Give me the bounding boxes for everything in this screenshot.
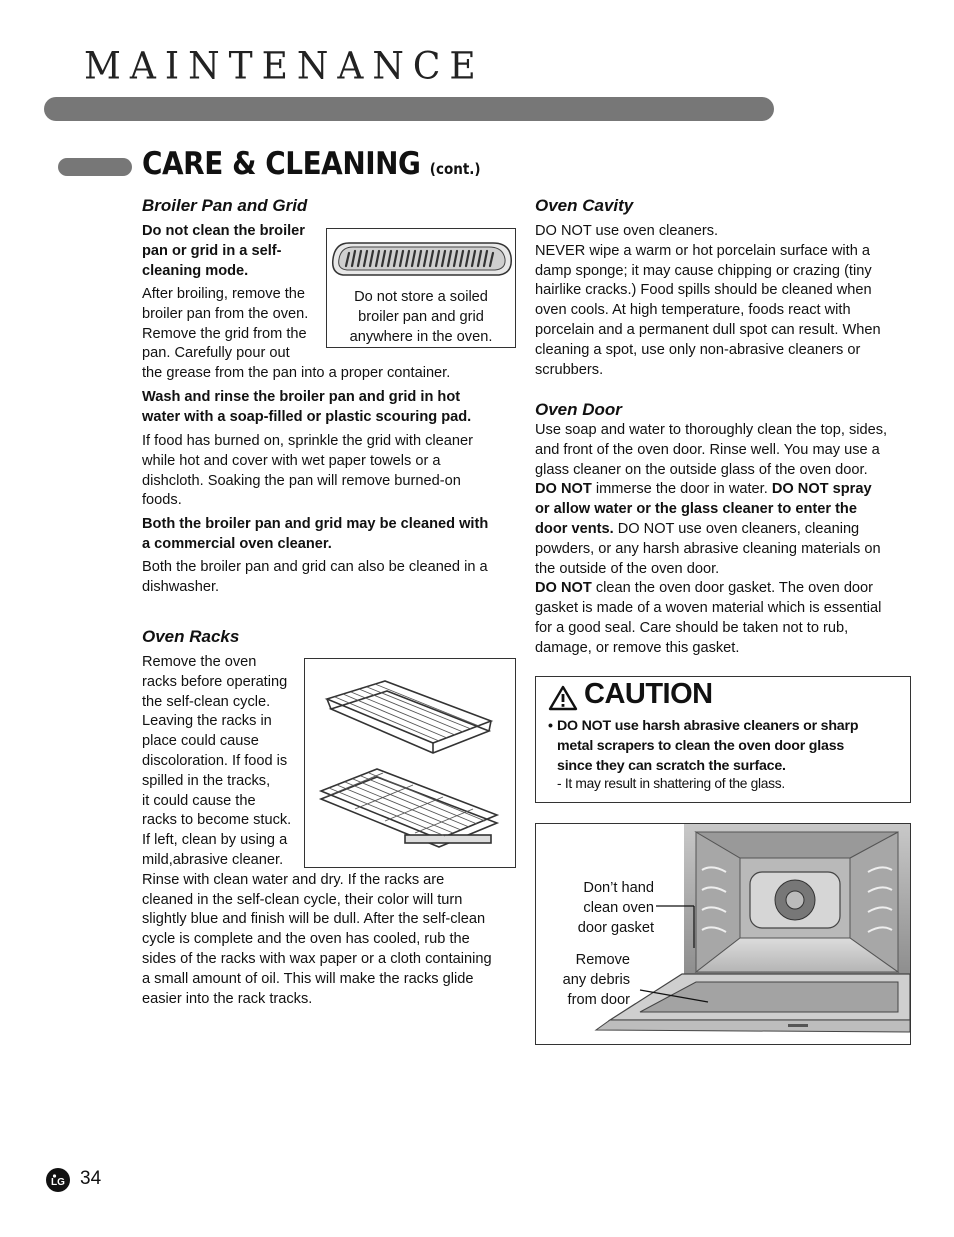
section-pill: [58, 158, 132, 176]
door-paragraph: Use soap and water to thoroughly clean the top, sides, and front of the oven door. Rinse well. You may use a glass cleaner on the outside glass of the oven door. DO NOT immerse the door in water. DO NOT spray or allow water or the glass cleaner to enter the door vents. DO NOT use oven cleaners, cleaning powders, or any harsh abrasive cleaning materials on the outside of the oven door. DO NOT clean the oven door gasket. The oven door gasket is made of a woven material which is essential for a good seal. Care should be taken not to rub, damage, or remove this gasket.: [535, 422, 888, 656]
broiler-heading: Broiler Pan and Grid: [142, 196, 308, 215]
section-title-text: CARE & CLEANING: [142, 146, 421, 182]
page-header-title: MAINTENANCE: [84, 44, 485, 89]
racks-heading: Oven Racks: [142, 627, 240, 646]
broiler-figure-caption: Do not store a soiled broiler pan and grid anywhere in the oven.: [349, 289, 493, 345]
lg-logo-icon: [45, 1167, 71, 1198]
section-title-suffix: (cont.): [429, 160, 481, 178]
caution-title: CAUTION: [584, 678, 713, 710]
broiler-grid-image: [327, 229, 515, 281]
broiler-bold-2: Wash and rinse the broiler pan and grid in hot water with a soap-filled or plastic scouring pad.: [142, 389, 472, 425]
header-bar: [44, 97, 774, 121]
racks-paragraph: Remove the oven racks before operating the self-clean cycle. Leaving the racks in place could cause discoloration. If food is spilled in the tracks, it could cause the racks to become stuck. If left, clean by using a mild,abrasive cleaner. Rinse with clean water and dry. If the racks are cleaned in the self-clean cycle, their color will turn slightly blue and finish will be dull. After the self-clean cycle is complete and the oven has cooled, rub the sides of the racks with wax paper or a cloth containing a small amount of oil. This will make the racks glide easier into the rack tracks.: [142, 654, 492, 1007]
broiler-figure: [326, 228, 516, 348]
caution-bullet-mark: •: [548, 718, 553, 734]
oven-racks-image: [305, 659, 515, 867]
page-number: 34: [80, 1168, 102, 1189]
cavity-heading: Oven Cavity: [535, 196, 634, 215]
door-heading: Oven Door: [535, 400, 622, 419]
broiler-bold-3: Both the broiler pan and grid may be cleaned with a commercial oven cleaner.: [142, 516, 489, 552]
caution-note: - It may result in shattering of the glass.: [557, 776, 785, 791]
debris-label: Remove any debris from door: [562, 952, 630, 1008]
warning-triangle-icon: [548, 685, 578, 716]
section-title: [142, 146, 481, 182]
gasket-label: Don’t hand clean oven door gasket: [577, 880, 654, 936]
broiler-para-2: If food has burned on, sprinkle the grid with cleaner while hot and cover with wet paper towels or a dishcloth. Soaking the pan will remove burned-on foods.: [142, 433, 473, 509]
broiler-para-3: Both the broiler pan and grid can also be cleaned in a dishwasher.: [142, 559, 488, 595]
oven-figure: [535, 823, 911, 1045]
cavity-paragraph: DO NOT use oven cleaners. NEVER wipe a warm or hot porcelain surface with a damp sponge; it may cause chipping or crazing (tiny hairlike cracks.) Food spills should be cleaned when oven cools. At high temperature, foods react with porcelain and a permanent dull spot can result. When cleaning a spot, use only non-abrasive cleaners or scrubbers.: [535, 223, 881, 378]
caution-bullet-text: DO NOT use harsh abrasive cleaners or sharp metal scrapers to clean the oven door glass since they can scratch the surface.: [557, 718, 859, 774]
racks-figure: [304, 658, 516, 868]
caution-box: [535, 676, 911, 803]
broiler-para-1: After broiling, remove the broiler pan from the oven. Remove the grid from the pan. Carefully pour out the grease from the pan into a proper container.: [142, 286, 451, 382]
broiler-bold-1: Do not clean the broiler pan or grid in a self- cleaning mode.: [142, 223, 305, 279]
svg-text:LG: LG: [51, 1177, 65, 1188]
